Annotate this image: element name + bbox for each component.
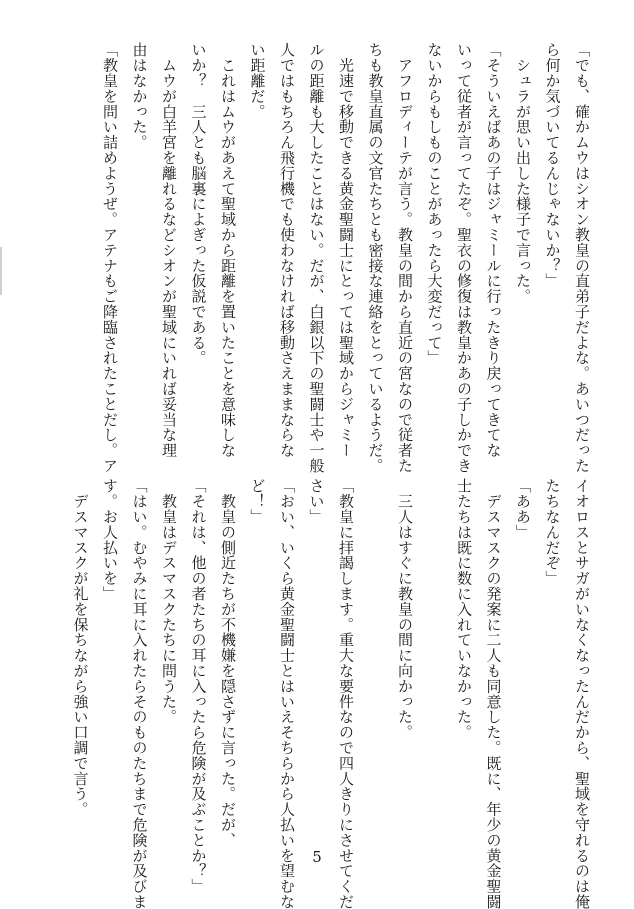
text-line: 「そういえばあの子はジャミールに行ったきり戻ってきてな — [484, 42, 503, 458]
text-line: 「教皇に拝謁します。重大な要件なので四人きりにさせてくだ — [337, 478, 355, 909]
text-block-upper — [76, 42, 596, 474]
text-line: 「教皇を問い詰めようぜ。アテナもご降臨されたことだし。ア — [101, 42, 119, 474]
text-line: ルの距離も大したことはない。だが、白銀以下の聖闘士や一般 — [307, 42, 326, 474]
text-line: 光速で移動できる黄金聖闘士にとっては聖域からジャミー — [337, 42, 355, 458]
text-line: ら何か気づいてるんじゃないか？」 — [543, 42, 562, 289]
text-line: 教皇の側近たちが不機嫌を隠さずに言った。だが、 — [219, 478, 237, 848]
text-line: 「ああ」 — [514, 478, 532, 540]
text-line: 「おい、いくら黄金聖闘士とはいえそちらから人払いを望むな — [278, 478, 296, 909]
text-line: これはムウがあえて聖域から距離を置いたことを意味しな — [219, 42, 237, 458]
text-line: 教皇はデスマスクたちに問うた。 — [160, 478, 178, 725]
text-line: ちも教皇直属の文官たちとも密接な連絡をとっているようだ。 — [366, 42, 385, 474]
text-block-lower — [71, 478, 596, 909]
text-line: いか？ 三人とも脳裏によぎった仮説である。 — [189, 42, 208, 366]
text-line: 「それは、他の者たちの耳に入ったら危険が及ぶことか？」 — [189, 478, 208, 894]
text-line: 「はい。むやみに耳に入れたらそのものたちまで危険が及びま — [130, 478, 149, 909]
text-line: シュラが思い出した様子で言った。 — [514, 42, 532, 304]
text-line: す。お人払いを」 — [101, 478, 119, 602]
text-line: 人ではもちろん飛行機でも使わなければ移動さえままならな — [278, 42, 296, 458]
text-line: デスマスクが礼を保ちながら強い口調で言う。 — [71, 478, 90, 817]
text-line: 士たちは既に数に入れていなかった。 — [455, 478, 473, 740]
text-line: い距離だ。 — [248, 42, 267, 119]
blank-line — [360, 478, 390, 846]
blank-line — [419, 478, 449, 846]
text-line: ないからもしものことがあったら大変だって」 — [425, 42, 444, 366]
text-line: 「でも、確かムウはシオン教皇の直弟子だよな。あいつだった — [573, 42, 591, 474]
text-line: アフロディーテが言う。教皇の間から直近の宮なので従者た — [396, 42, 414, 474]
text-line: ムウが白羊宮を離れるなどシオンが聖域にいれば妥当な理 — [160, 42, 178, 458]
text-line: 由はなかった。 — [130, 42, 149, 150]
text-line: いって従者が言ってたぞ。聖衣の修復は教皇かあの子しかでき — [455, 42, 473, 474]
text-line: デスマスクの発案に二人も同意した。既に、年少の黄金聖闘 — [484, 478, 503, 909]
binding-shadow — [0, 247, 2, 295]
text-line: イオロスとサガがいなくなったんだから、聖域を守れるのは俺 — [573, 478, 591, 909]
text-line: たちなんだぞ」 — [543, 478, 562, 586]
text-line: ど！」 — [248, 478, 267, 525]
page-number: 5 — [312, 848, 322, 866]
text-line: 三人はすぐに教皇の間に向かった。 — [396, 478, 414, 740]
text-line: さい」 — [307, 478, 326, 525]
